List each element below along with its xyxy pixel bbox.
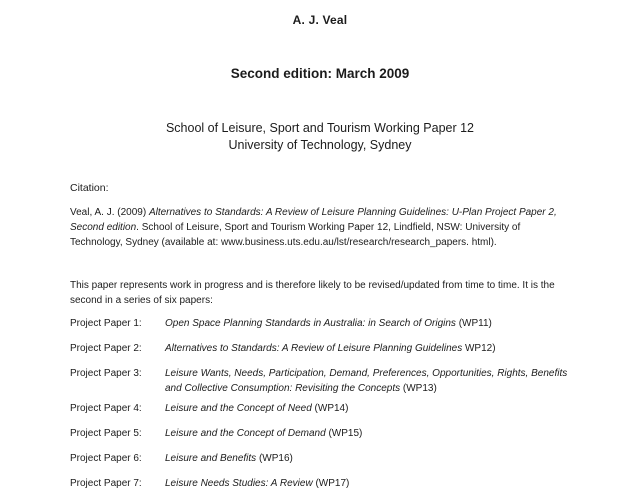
project-paper-code: (WP16) <box>256 453 293 464</box>
citation-prefix: Veal, A. J. (2009) <box>70 207 149 218</box>
project-paper-code: (WP17) <box>312 478 350 489</box>
project-paper-title-wrap <box>165 426 575 441</box>
project-paper-row <box>70 476 575 491</box>
project-paper-label: Project Paper 5: <box>70 428 142 439</box>
project-paper-label: Project Paper 4: <box>70 403 142 414</box>
project-paper-title-wrap <box>165 451 575 466</box>
project-paper-code: WP12) <box>462 343 496 354</box>
project-paper-title: Leisure Needs Studies: A Review <box>165 478 313 489</box>
project-paper-label: Project Paper 3: <box>70 368 142 379</box>
project-paper-row <box>70 451 575 466</box>
project-paper-title-wrap <box>165 316 575 331</box>
project-paper-title-wrap <box>165 341 575 356</box>
citation-title-italic: Alternatives to Standards: A Review of Leisure Planning Guidelines: U-Plan Project Paper 2, Second edition <box>70 207 557 233</box>
project-papers-list <box>70 316 575 501</box>
series-institution-line: University of Technology, Sydney <box>228 138 412 152</box>
project-paper-title: Leisure Wants, Needs, Participation, Demand, Preferences, Opportunities, Rights, Benefits and Collective Consumption: Revisiting the Concepts <box>165 368 568 394</box>
project-paper-row <box>70 341 575 356</box>
edition-heading: Second edition: March 2009 <box>230 66 410 81</box>
project-paper-title-wrap <box>165 476 575 491</box>
citation-label: Citation: <box>70 182 109 194</box>
project-paper-row <box>70 366 575 396</box>
project-paper-code: (WP15) <box>325 428 363 439</box>
project-paper-row <box>70 401 575 416</box>
project-paper-title: Open Space Planning Standards in Australia: in Search of Origins <box>165 318 456 329</box>
project-paper-label: Project Paper 7: <box>70 478 142 489</box>
project-paper-label: Project Paper 1: <box>70 318 142 329</box>
series-title-line: School of Leisure, Sport and Tourism Working Paper 12 <box>165 121 475 135</box>
series-heading <box>0 120 640 154</box>
project-paper-code: (WP14) <box>311 403 349 414</box>
work-in-progress-note: This paper represents work in progress and is therefore likely to be revised/updated from time to time. It is the second in a series of six papers: <box>70 280 555 306</box>
project-paper-row <box>70 316 575 331</box>
project-paper-title: Leisure and Benefits <box>165 453 257 464</box>
citation-paragraph <box>70 205 575 250</box>
project-paper-title: Alternatives to Standards: A Review of Leisure Planning Guidelines <box>165 343 463 354</box>
project-paper-code: (WP11) <box>455 318 492 329</box>
project-paper-label: Project Paper 6: <box>70 453 142 464</box>
project-paper-title: Leisure and the Concept of Need <box>165 403 312 414</box>
project-paper-title-wrap <box>165 401 575 416</box>
project-paper-label: Project Paper 2: <box>70 343 142 354</box>
project-paper-code: (WP13) <box>400 383 437 394</box>
citation-suffix: . School of Leisure, Sport and Tourism Working Paper 12, Lindfield, NSW: University of Technology, Sydney (available at: www.business.uts.edu.au/lst/research/research_papers. html). <box>70 222 521 248</box>
author-name: A. J. Veal <box>292 13 348 27</box>
project-paper-title-wrap <box>165 366 575 396</box>
project-paper-row <box>70 426 575 441</box>
project-paper-title: Leisure and the Concept of Demand <box>165 428 326 439</box>
